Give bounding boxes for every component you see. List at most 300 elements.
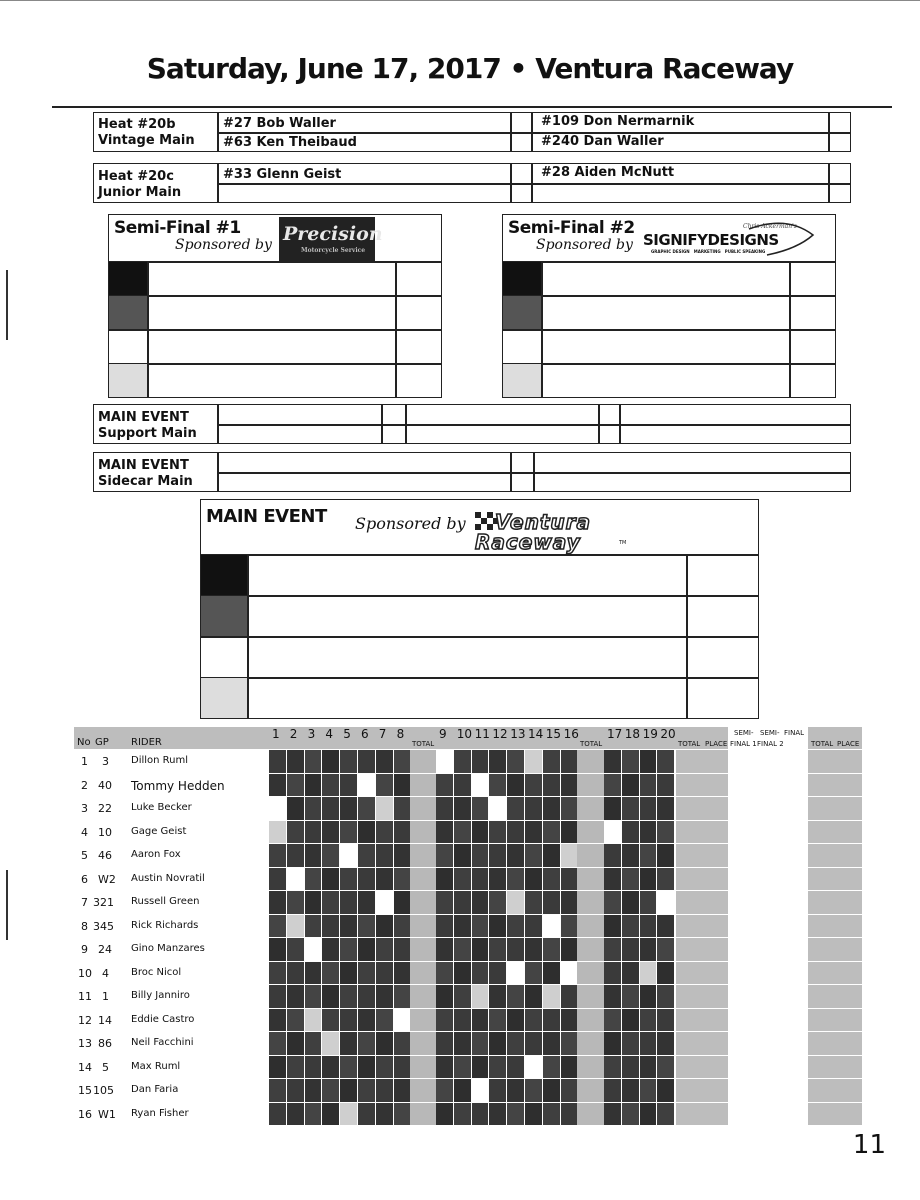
moto-cell	[561, 774, 578, 797]
moto-cell	[394, 891, 411, 914]
moto-cell	[604, 750, 621, 773]
col-place-2: PLACE	[837, 740, 860, 748]
total-cell	[408, 797, 436, 820]
moto-cell	[358, 891, 375, 914]
moto-cell	[640, 962, 657, 985]
moto-cell	[394, 1032, 411, 1055]
moto-header-15: 15	[545, 727, 562, 741]
moto-cell	[640, 985, 657, 1008]
moto-cell	[322, 1056, 339, 1079]
moto-cell	[507, 1103, 524, 1126]
table-row	[74, 868, 274, 891]
moto-cell	[358, 1056, 375, 1079]
heat-20c-title: Heat #20c	[98, 169, 174, 184]
rider-number: 5	[81, 849, 88, 862]
moto-cell	[561, 1009, 578, 1032]
moto-cell	[305, 868, 322, 891]
total-cell	[576, 844, 604, 867]
rider-name: Gino Manzares	[131, 943, 205, 954]
moto-cell	[376, 1032, 393, 1055]
table-row	[74, 1056, 274, 1079]
moto-cell	[305, 938, 322, 961]
total-cell	[808, 1056, 862, 1079]
moto-cell	[305, 985, 322, 1008]
moto-cell	[622, 938, 639, 961]
rider-name: Luke Becker	[131, 802, 192, 813]
moto-cell	[543, 1009, 560, 1032]
moto-cell	[489, 844, 506, 867]
table-row	[74, 797, 274, 820]
moto-cell	[472, 750, 489, 773]
moto-cell	[436, 1103, 453, 1126]
moto-cell	[472, 844, 489, 867]
moto-cell	[305, 1056, 322, 1079]
rider-name: Billy Janniro	[131, 990, 190, 1001]
moto-cell	[561, 891, 578, 914]
rider-name: Broc Nicol	[131, 966, 182, 978]
moto-cell	[543, 1079, 560, 1102]
moto-cell	[340, 938, 357, 961]
moto-cell	[358, 750, 375, 773]
moto-cell	[376, 774, 393, 797]
total-cell	[808, 985, 862, 1008]
moto-cell	[340, 1103, 357, 1126]
heat-20b-rider-2: #63 Ken Theibaud	[223, 135, 357, 150]
total-cell	[576, 985, 604, 1008]
moto-cell	[604, 1032, 621, 1055]
total-cell	[408, 985, 436, 1008]
moto-cell	[394, 1056, 411, 1079]
moto-cell	[525, 1032, 542, 1055]
moto-cell	[489, 797, 506, 820]
moto-cell	[322, 844, 339, 867]
moto-cell	[340, 1032, 357, 1055]
moto-cell	[561, 750, 578, 773]
rider-gp: 24	[98, 943, 112, 956]
moto-cell	[472, 1009, 489, 1032]
col-no: No	[77, 737, 91, 748]
moto-cell	[340, 821, 357, 844]
moto-cell	[489, 915, 506, 938]
rider-name: Russell Green	[131, 896, 200, 907]
moto-cell	[543, 962, 560, 985]
moto-cell	[622, 774, 639, 797]
moto-cell	[561, 1056, 578, 1079]
moto-cell	[657, 891, 674, 914]
moto-cell	[472, 915, 489, 938]
moto-cell	[454, 774, 471, 797]
table-row	[74, 915, 274, 938]
moto-cell	[305, 1103, 322, 1126]
total-cell	[676, 1032, 728, 1055]
moto-cell	[507, 962, 524, 985]
moto-cell	[436, 1079, 453, 1102]
moto-header-18: 18	[624, 727, 641, 741]
total-cell	[408, 1079, 436, 1102]
moto-cell	[287, 797, 304, 820]
total-cell	[808, 938, 862, 961]
moto-cell	[640, 1009, 657, 1032]
total-cell	[576, 797, 604, 820]
moto-cell	[604, 1079, 621, 1102]
total-cell	[808, 1079, 862, 1102]
moto-cell	[436, 962, 453, 985]
moto-cell	[287, 821, 304, 844]
moto-cell	[287, 844, 304, 867]
moto-cell	[454, 750, 471, 773]
rider-gp: 14	[98, 1013, 112, 1027]
moto-cell	[436, 1009, 453, 1032]
moto-cell	[472, 891, 489, 914]
col-semi2-top: SEMI-	[760, 729, 780, 737]
table-row	[74, 1032, 274, 1055]
moto-cell	[561, 1079, 578, 1102]
total-cell	[576, 915, 604, 938]
signify-logo-text: SIGNIFYDESIGNS	[643, 231, 779, 249]
total-cell	[408, 868, 436, 891]
moto-cell	[525, 844, 542, 867]
moto-cell	[358, 1079, 375, 1102]
moto-cell	[543, 750, 560, 773]
moto-cell	[394, 797, 411, 820]
moto-cell	[604, 1009, 621, 1032]
total-cell	[808, 1103, 862, 1126]
moto-cell	[472, 868, 489, 891]
signify-logo-small: Chris Ackerman's	[743, 223, 797, 230]
total-cell	[676, 915, 728, 938]
moto-cell	[358, 1009, 375, 1032]
rider-number: 7	[81, 896, 88, 909]
moto-cell	[376, 868, 393, 891]
moto-cell	[454, 844, 471, 867]
rider-number: 6	[81, 872, 88, 886]
total-cell	[808, 1009, 862, 1032]
rider-gp: 46	[98, 849, 112, 862]
moto-cell	[305, 821, 322, 844]
moto-cell	[454, 938, 471, 961]
total-cell	[576, 1079, 604, 1102]
moto-cell	[305, 750, 322, 773]
heat-20b-rider-3: #109 Don Nermarnik	[541, 114, 695, 129]
moto-cell	[472, 1103, 489, 1126]
moto-cell	[507, 915, 524, 938]
col-semi2-bottom: FINAL 2	[757, 740, 784, 748]
moto-cell	[507, 1056, 524, 1079]
moto-cell	[436, 1032, 453, 1055]
total-cell	[576, 1056, 604, 1079]
moto-cell	[287, 1009, 304, 1032]
col-semi1-bottom: FINAL 1	[730, 740, 757, 748]
moto-cell	[436, 938, 453, 961]
moto-header-19: 19	[642, 727, 658, 741]
moto-cell	[376, 1079, 393, 1102]
rider-number: 2	[81, 778, 88, 792]
moto-cell	[543, 915, 560, 938]
moto-cell	[622, 1009, 639, 1032]
moto-cell	[472, 821, 489, 844]
semi-final-1-title: Semi-Final #1	[114, 218, 241, 238]
moto-cell	[436, 750, 453, 773]
moto-header-12: 12	[492, 727, 508, 741]
moto-cell	[394, 821, 411, 844]
moto-cell	[376, 938, 393, 961]
moto-cell	[287, 985, 304, 1008]
moto-cell	[287, 750, 304, 773]
moto-cell	[657, 938, 674, 961]
moto-cell	[489, 821, 506, 844]
moto-header-4: 4	[325, 727, 334, 741]
table-row	[74, 750, 274, 773]
moto-cell	[507, 844, 524, 867]
moto-cell	[507, 868, 524, 891]
moto-cell	[358, 962, 375, 985]
moto-cell	[305, 962, 322, 985]
support-main-title: MAIN EVENT	[98, 410, 189, 425]
semi-final-2-sponsored-label: Sponsored by	[536, 237, 633, 253]
rider-name: Neil Facchini	[131, 1037, 194, 1048]
moto-cell	[454, 1009, 471, 1032]
col-total-3: TOTAL	[678, 740, 701, 748]
moto-cell	[376, 915, 393, 938]
moto-cell	[358, 797, 375, 820]
moto-cell	[657, 821, 674, 844]
total-cell	[676, 962, 728, 985]
total-cell	[408, 1103, 436, 1126]
moto-cell	[525, 797, 542, 820]
total-cell	[408, 915, 436, 938]
total-cell	[676, 1079, 728, 1102]
moto-cell	[454, 1103, 471, 1126]
rider-gp: 40	[98, 778, 112, 792]
moto-cell	[604, 868, 621, 891]
moto-cell	[376, 1056, 393, 1079]
total-cell	[808, 868, 862, 891]
col-total-2: TOTAL	[580, 740, 603, 748]
moto-cell	[525, 985, 542, 1008]
moto-cell	[525, 1056, 542, 1079]
total-cell	[808, 962, 862, 985]
total-cell	[576, 1032, 604, 1055]
moto-cell	[454, 821, 471, 844]
total-cell	[576, 821, 604, 844]
moto-cell	[322, 821, 339, 844]
moto-cell	[454, 985, 471, 1008]
moto-cell	[436, 868, 453, 891]
moto-cell	[640, 891, 657, 914]
moto-cell	[507, 1032, 524, 1055]
moto-cell	[489, 1009, 506, 1032]
moto-cell	[340, 797, 357, 820]
moto-cell	[561, 938, 578, 961]
table-row	[74, 1009, 274, 1032]
rider-name: Dillon Ruml	[131, 755, 189, 766]
semi-final-2-title: Semi-Final #2	[508, 218, 635, 238]
moto-cell	[604, 962, 621, 985]
moto-cell	[394, 868, 411, 891]
moto-cell	[322, 868, 339, 891]
moto-cell	[287, 1103, 304, 1126]
table-row	[74, 985, 274, 1008]
trademark-mark: TM	[619, 540, 627, 546]
moto-cell	[543, 797, 560, 820]
moto-cell	[340, 985, 357, 1008]
heat-20c-rider-1: #33 Glenn Geist	[223, 167, 342, 182]
total-cell	[576, 774, 604, 797]
total-cell	[676, 891, 728, 914]
moto-cell	[622, 915, 639, 938]
moto-cell	[640, 821, 657, 844]
moto-cell	[657, 1032, 674, 1055]
total-cell	[576, 1009, 604, 1032]
moto-cell	[525, 891, 542, 914]
moto-cell	[287, 868, 304, 891]
moto-cell	[376, 962, 393, 985]
moto-cell	[454, 962, 471, 985]
rider-number: 14	[78, 1060, 92, 1074]
moto-cell	[604, 985, 621, 1008]
moto-header-2: 2	[289, 727, 298, 741]
moto-cell	[657, 985, 674, 1008]
total-cell	[408, 774, 436, 797]
moto-cell	[561, 868, 578, 891]
moto-cell	[358, 938, 375, 961]
moto-cell	[657, 962, 674, 985]
total-cell	[676, 750, 728, 773]
moto-cell	[489, 891, 506, 914]
moto-cell	[489, 750, 506, 773]
moto-cell	[561, 797, 578, 820]
moto-cell	[604, 774, 621, 797]
moto-cell	[657, 915, 674, 938]
moto-cell	[305, 797, 322, 820]
moto-cell	[561, 985, 578, 1008]
moto-cell	[322, 891, 339, 914]
moto-cell	[561, 821, 578, 844]
moto-cell	[358, 915, 375, 938]
moto-cell	[604, 797, 621, 820]
moto-cell	[657, 868, 674, 891]
moto-cell	[507, 1079, 524, 1102]
moto-header-13: 13	[510, 727, 526, 741]
sidecar-main-title: MAIN EVENT	[98, 458, 189, 473]
moto-cell	[622, 1032, 639, 1055]
moto-cell	[507, 797, 524, 820]
moto-cell	[507, 891, 524, 914]
rider-gp: 345	[93, 919, 114, 933]
moto-cell	[287, 1032, 304, 1055]
moto-header-5: 5	[343, 727, 351, 741]
total-cell	[576, 938, 604, 961]
moto-cell	[394, 844, 411, 867]
rider-number: 4	[81, 825, 88, 839]
moto-cell	[394, 1103, 411, 1126]
moto-cell	[322, 750, 339, 773]
moto-cell	[543, 1103, 560, 1126]
moto-cell	[394, 985, 411, 1008]
col-total-1: TOTAL	[412, 740, 435, 748]
moto-cell	[525, 1009, 542, 1032]
moto-cell	[322, 915, 339, 938]
moto-cell	[525, 821, 542, 844]
moto-cell	[640, 750, 657, 773]
moto-cell	[604, 938, 621, 961]
rider-name: Eddie Castro	[131, 1013, 195, 1025]
moto-cell	[507, 821, 524, 844]
moto-cell	[376, 750, 393, 773]
moto-cell	[561, 844, 578, 867]
moto-cell	[340, 1056, 357, 1079]
moto-header-9: 9	[439, 727, 447, 741]
rider-name: Gage Geist	[131, 825, 187, 837]
heat-20b-rider-1: #27 Bob Waller	[223, 116, 336, 131]
rider-name: Austin Novratil	[131, 872, 205, 884]
moto-cell	[561, 1103, 578, 1126]
total-cell	[676, 774, 728, 797]
moto-cell	[525, 750, 542, 773]
moto-cell	[543, 868, 560, 891]
moto-cell	[322, 962, 339, 985]
moto-cell	[622, 797, 639, 820]
moto-cell	[657, 1056, 674, 1079]
rider-number: 13	[78, 1037, 92, 1050]
moto-cell	[561, 962, 578, 985]
moto-header-6: 6	[361, 727, 369, 741]
moto-header-7: 7	[378, 727, 387, 741]
moto-cell	[657, 797, 674, 820]
moto-cell	[305, 1079, 322, 1102]
ventura-logo-text: Ventura	[495, 510, 591, 534]
moto-cell	[525, 774, 542, 797]
rider-number: 11	[78, 990, 92, 1003]
semi-final-1-sponsored-label: Sponsored by	[175, 237, 272, 253]
rider-name: Dan Faria	[131, 1084, 179, 1095]
moto-cell	[604, 821, 621, 844]
col-semi1-top: SEMI-	[734, 729, 754, 737]
moto-cell	[472, 938, 489, 961]
moto-cell	[622, 1103, 639, 1126]
moto-cell	[604, 891, 621, 914]
moto-cell	[543, 1056, 560, 1079]
main-event-title: MAIN EVENT	[206, 506, 327, 527]
moto-header-14: 14	[528, 727, 544, 741]
rider-name: Rick Richards	[131, 919, 199, 931]
moto-cell	[358, 1032, 375, 1055]
moto-cell	[376, 1103, 393, 1126]
moto-cell	[376, 891, 393, 914]
moto-cell	[358, 1103, 375, 1126]
rider-gp: 22	[98, 802, 112, 815]
heat-20b-subtitle: Vintage Main	[98, 133, 195, 148]
total-cell	[408, 1032, 436, 1055]
total-cell	[576, 750, 604, 773]
moto-cell	[394, 938, 411, 961]
moto-cell	[287, 938, 304, 961]
moto-cell	[640, 774, 657, 797]
moto-cell	[376, 821, 393, 844]
moto-cell	[287, 891, 304, 914]
moto-cell	[376, 844, 393, 867]
moto-cell	[543, 774, 560, 797]
moto-cell	[305, 915, 322, 938]
moto-cell	[287, 1056, 304, 1079]
moto-cell	[489, 774, 506, 797]
rider-number: 1	[81, 755, 88, 768]
total-cell	[408, 891, 436, 914]
col-total-4: TOTAL	[811, 740, 834, 748]
moto-cell	[657, 1103, 674, 1126]
moto-cell	[358, 985, 375, 1008]
moto-cell	[394, 915, 411, 938]
